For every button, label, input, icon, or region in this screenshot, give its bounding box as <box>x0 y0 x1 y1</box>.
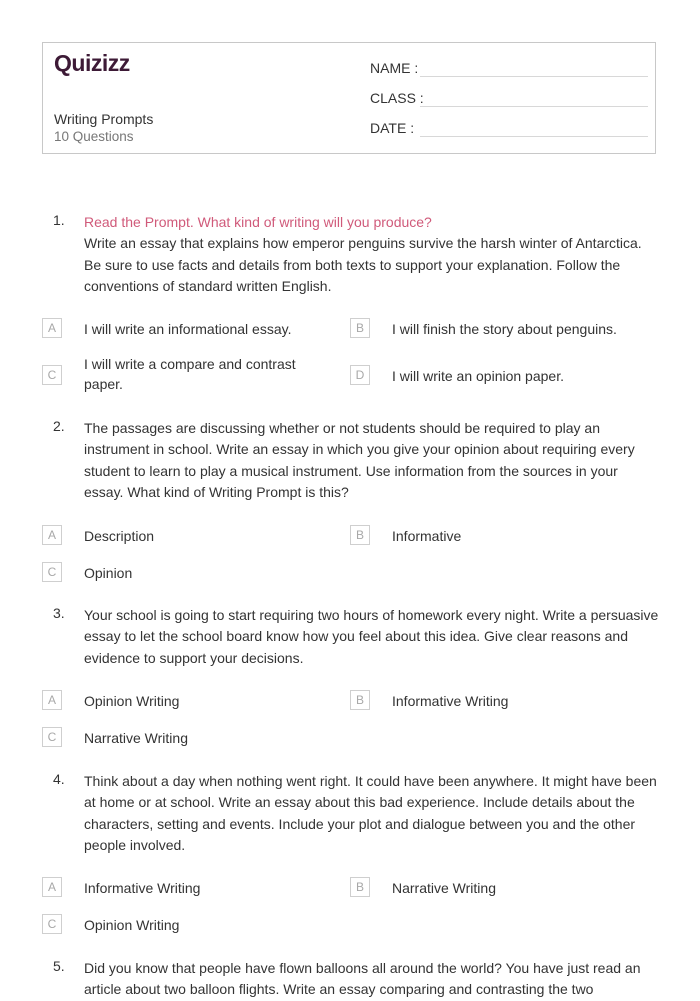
option-text: Description <box>84 528 155 544</box>
name-field[interactable] <box>370 60 648 80</box>
name-label: NAME : <box>370 60 419 76</box>
option-letter: C <box>42 727 62 747</box>
question-body: Write an essay that explains how emperor penguins survive the harsh winter of Antarctica. Be sure to use facts and details from both texts to support your explanation. Follow the conventions of standard written English. <box>84 235 642 294</box>
option-text: Narrative Writing <box>84 730 188 746</box>
option-letter: B <box>350 690 370 710</box>
option-letter: A <box>42 877 62 897</box>
worksheet-title: Writing Prompts <box>54 111 154 127</box>
name-line[interactable] <box>420 76 648 77</box>
option-text: Opinion Writing <box>84 693 180 709</box>
question-text <box>84 212 660 297</box>
class-label: CLASS : <box>370 90 424 106</box>
option-letter: B <box>350 525 370 545</box>
question-number: 1. <box>53 212 65 228</box>
question-body: The passages are discussing whether or not students should be required to play an instrument in school. Write an essay in which you give your opinion about requiring every student to learn to play a musical instrument. Use information from the sources in your essay. What kind of Writing Prompt is this? <box>84 420 635 500</box>
option-letter: C <box>42 365 62 385</box>
option-text: Narrative Writing <box>392 880 496 896</box>
worksheet-header <box>42 42 656 154</box>
question-number: 3. <box>53 605 65 621</box>
question-prompt: Read the Prompt. What kind of writing will you produce? <box>84 214 432 230</box>
option-letter: C <box>42 914 62 934</box>
option-text: Informative <box>392 528 462 544</box>
option-text: I will write an opinion paper. <box>392 368 564 384</box>
question-count: 10 Questions <box>54 129 134 144</box>
option-text: Opinion <box>84 565 133 581</box>
question-body: Did you know that people have flown balloons all around the world? You have just read an article about two balloon flights. Write an essay comparing and contrasting the two <box>84 960 641 998</box>
option-text: Informative Writing <box>84 880 201 896</box>
option-letter: A <box>42 318 62 338</box>
question-body: Your school is going to start requiring two hours of homework every night. Write a persuasive essay to let the school board know how you feel about this idea. Give clear reasons and evidence to support your decisions. <box>84 607 659 666</box>
quizizz-logo: Quizizz <box>54 50 130 76</box>
option-text: I will write an informational essay. <box>84 321 292 337</box>
date-label: DATE : <box>370 120 415 136</box>
date-line[interactable] <box>420 136 648 137</box>
class-line[interactable] <box>420 106 648 107</box>
option-letter: B <box>350 318 370 338</box>
question-number: 5. <box>53 958 65 974</box>
option-text: Opinion Writing <box>84 917 180 933</box>
option-letter: D <box>350 365 370 385</box>
date-field[interactable] <box>370 120 648 140</box>
question-number: 4. <box>53 771 65 787</box>
option-text: I will write a compare and contrast paper. <box>84 356 296 392</box>
question-number: 2. <box>53 418 65 434</box>
option-letter: A <box>42 525 62 545</box>
option-letter: B <box>350 877 370 897</box>
question-body: Think about a day when nothing went right. It could have been anywhere. It might have been at home or at school. Write an essay about this bad experience. Include details about the characters, setting and events. Include your plot and dialogue between you and the other people involved. <box>84 773 657 853</box>
class-field[interactable] <box>370 90 648 110</box>
option-text: Informative Writing <box>392 693 509 709</box>
option-letter: A <box>42 690 62 710</box>
option-letter: C <box>42 562 62 582</box>
option-text: I will finish the story about penguins. <box>392 321 617 337</box>
